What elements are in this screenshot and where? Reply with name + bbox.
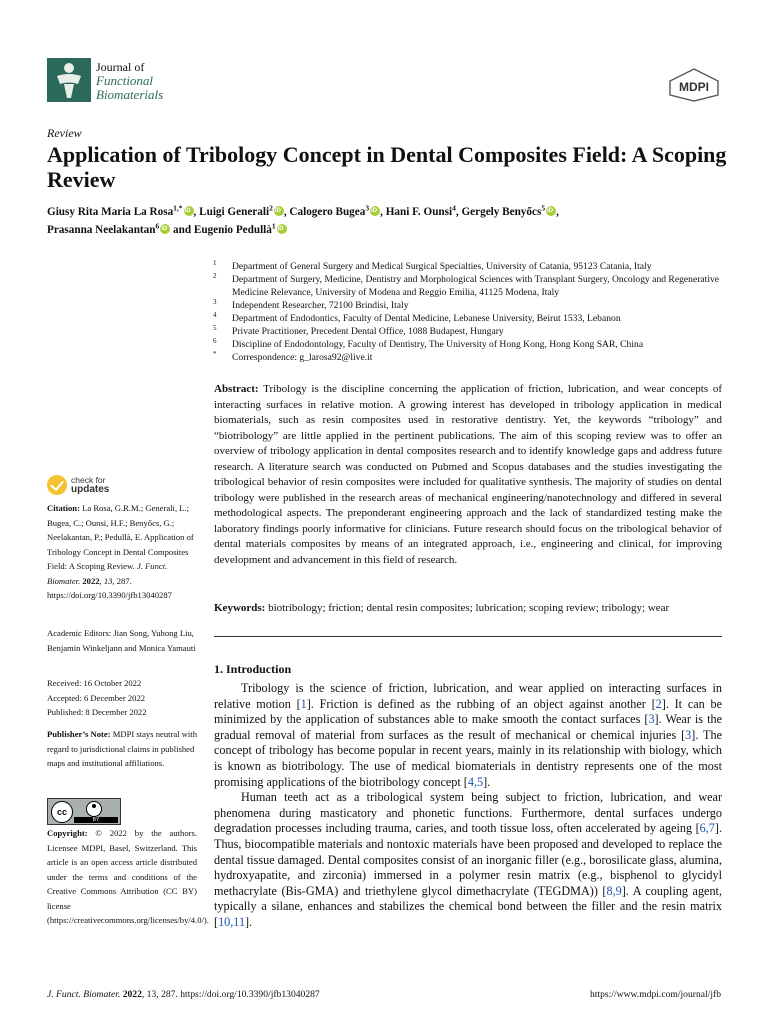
- attribution-icon: [86, 801, 102, 817]
- affiliation-list: [213, 260, 733, 364]
- author-name[interactable]: Hani F. Ounsi: [385, 206, 453, 218]
- publishers-note: Publisher’s Note: MDPI stays neutral with regard to jurisdictional claims in published maps and institutional affiliations.: [47, 729, 197, 768]
- publisher-label: MDPI: [679, 80, 709, 94]
- paragraph: Tribology is the science of friction, lubrication, and wear applied on interacting surfaces in relative motion [1]. Friction is defined as the rubbing of an object against another [2]. It can be minimized by the application of substances able to make smooth the contact surfaces [3]. Wear is the gradual removal of material from surfaces as the result of mechanical or chemical injuries [3]. The concept of tribology has become popular in recent years, mainly in its relationship with biology, which is known as biotribology. The use of medical biomaterials in dentistry represents one of the most promising applications of the biotribology concept [4,5].: [214, 681, 722, 789]
- orcid-icon[interactable]: [274, 206, 284, 216]
- citation-link[interactable]: 2: [655, 696, 662, 711]
- section-heading: 1. Introduction: [214, 662, 292, 676]
- page-title: Application of Tribology Concept in Dental Composites Field: A Scoping Review: [47, 142, 727, 192]
- author-name[interactable]: Eugenio Pedullà: [193, 224, 272, 236]
- citation-link[interactable]: 8,9: [606, 883, 622, 898]
- cc-by-license-badge[interactable]: cc BY: [47, 798, 121, 825]
- paragraph: Human teeth act as a tribological system being subject to friction, lubrication, and wear phenomena during masticatory and phonetic functions. Furthermore, dental surfaces undergo degradation processes including trauma, caries, and tooth tissue loss, often accelerated by ageing [6,7]. Thus, biocompatible materials and nontoxic materials have been proposed and developed to replace the dental tissue damaged. Dental composites consist of an inorganic filler (e.g., borosilicate glass, alumina, hydroxyapatite, and zirconia) immersed in a polymer resin matrix (e.g., bisphenol to glycidyl methacrylate (Bis-GMA) and triethylene glycol dimethacrylate (TEGDMA)) [8,9]. A coupling agent, typically a silane, enhances and stabilizes the chemical bond between the filler and the resin matrix [10,11].: [214, 790, 722, 929]
- author-list: Giusy Rita Maria La Rosa$^{1,*}$iD , Luigi Generali$^2$iD , Calogero Bugea$^3$iD , Hani F. Ounsi$^4$, Gergely Benyőcs$^5$iD , Prasanna Neelakantan$^6$iD and Eugenio Pedullà$^1$iD: [47, 203, 727, 239]
- author-name[interactable]: Calogero Bugea: [289, 206, 366, 218]
- citation-link[interactable]: 10,11: [218, 914, 246, 929]
- affiliation-item: 2 Department of Surgery, Medicine, Dentistry and Morphological Sciences with Transplant Surgery, Oncology and Regenerative Medicine Relevance, University of Modena and Reggio Emilia, 41125 Modena, Italy: [213, 272, 720, 298]
- keywords: Keywords: biotribology; friction; dental resin composites; lubrication; scoping review; tribology; wear: [214, 602, 670, 614]
- citation-link[interactable]: 6,7: [699, 821, 715, 836]
- citation-link[interactable]: 3: [648, 712, 655, 727]
- affiliation-item: 5 Private Practitioner, Precedent Dental Office, 1088 Budapest, Hungary: [213, 324, 504, 337]
- publication-dates: Received: 16 October 2022 Accepted: 6 December 2022 Published: 8 December 2022: [47, 678, 147, 717]
- affiliation-item: 1 Department of General Surgery and Medical Surgical Specialties, University of Catania, 95123 Catania, Italy: [213, 259, 652, 272]
- citation-block: Citation: La Rosa, G.R.M.; Generali, L.; Bugea, C.; Ounsi, H.F.; Benyőcs, G.; Neelakantan, P.; Pedullà, E. Application of Tribology Concept in Dental Composites Field: A Scoping Review. J. Funct. Biomater. 2022, 13, 287. https://doi.org/10.3390/jfb13040287: [47, 503, 194, 600]
- copyright-block: Copyright: © 2022 by the authors. Licensee MDPI, Basel, Switzerland. This article is an open access article distributed under the terms and conditions of the Creative Commons Attribution (CC BY) license (https://creativecommons.org/licenses/by/4.0/).: [47, 828, 209, 925]
- doi-link[interactable]: , 287. https://doi.org/10.3390/jfb13040287: [47, 575, 172, 600]
- orcid-icon[interactable]: [184, 206, 194, 216]
- abstract: Abstract: Tribology is the discipline concerning the application of friction, lubrication, and wear concepts of interacting surfaces in relative motion. A growing interest has developed in tribology application in medical biomaterials, such as resin composites used in restorative dentistry. Yet, the keywords “tribology” and “biotribology” are little applied in the pertinent publications. The aim of this scoping review was to offer an overview of tribology application in dental composites research and to identify knowledge gaps and address future research. A literature search was conducted on Pubmed and Scopus databases and the studies investigating the tribological behavior of resin composites were included for qualitative synthesis. The majority of studies on dental tribology were published in the research areas of mechanical engineering/nanotechnology and differed in several methodological aspects. The preponderant engineering approach and the lack of standardized testing make the laboratory findings poorly informative for clinicians. Future research should focus on the tribological behavior of dental materials composites by means of an integrated approach, i.e., engineering and clinical, for improving development and advancement in this field of research.: [214, 383, 722, 566]
- section-divider: [214, 636, 722, 637]
- author-name[interactable]: Prasanna Neelakantan: [47, 224, 156, 236]
- orcid-icon[interactable]: [277, 224, 287, 234]
- author-name[interactable]: Luigi Generali: [199, 206, 270, 218]
- orcid-icon[interactable]: [370, 206, 380, 216]
- orcid-icon[interactable]: [160, 224, 170, 234]
- introduction-text: [214, 681, 722, 931]
- citation-link[interactable]: 3: [685, 727, 692, 742]
- check-for-updates-button[interactable]: check for updates: [47, 475, 137, 497]
- mdpi-logo-icon: [668, 68, 720, 102]
- affiliation-item: 4 Department of Endodontics, Faculty of Dental Medicine, Lebanese University, Beirut 1533, Lebanon: [213, 311, 621, 324]
- affiliation-item: 3 Independent Researcher, 72100 Brindisi, Italy: [213, 298, 409, 311]
- check-icon: [47, 475, 67, 495]
- affiliation-item: 6 Discipline of Endodontology, Faculty of Dentistry, The University of Hong Kong, Hong Kong SAR, China: [213, 337, 644, 350]
- article-type: Review: [47, 126, 82, 140]
- correspondence[interactable]: * Correspondence: g_larosa92@live.it: [213, 350, 373, 363]
- author-name[interactable]: Gergely Benyőcs: [461, 206, 542, 218]
- orcid-icon[interactable]: [546, 206, 556, 216]
- journal-name: Journal of Functional Biomaterials: [96, 60, 164, 102]
- citation-link[interactable]: 4,5: [467, 774, 484, 789]
- author-name[interactable]: Giusy Rita Maria La Rosa: [47, 206, 174, 218]
- footer-citation: J. Funct. Biomater. 2022, 13, 287. https://doi.org/10.3390/jfb13040287: [47, 989, 320, 1000]
- cc-icon: cc: [51, 801, 73, 823]
- academic-editors: Academic Editors: Jian Song, Yuhong Liu, Benjamin Winkeljann and Monica Yamauti: [47, 628, 196, 653]
- journal-logo-icon: [47, 58, 91, 102]
- footer-journal-url[interactable]: https://www.mdpi.com/journal/jfb: [589, 989, 721, 1000]
- citation-link[interactable]: 1: [300, 696, 307, 711]
